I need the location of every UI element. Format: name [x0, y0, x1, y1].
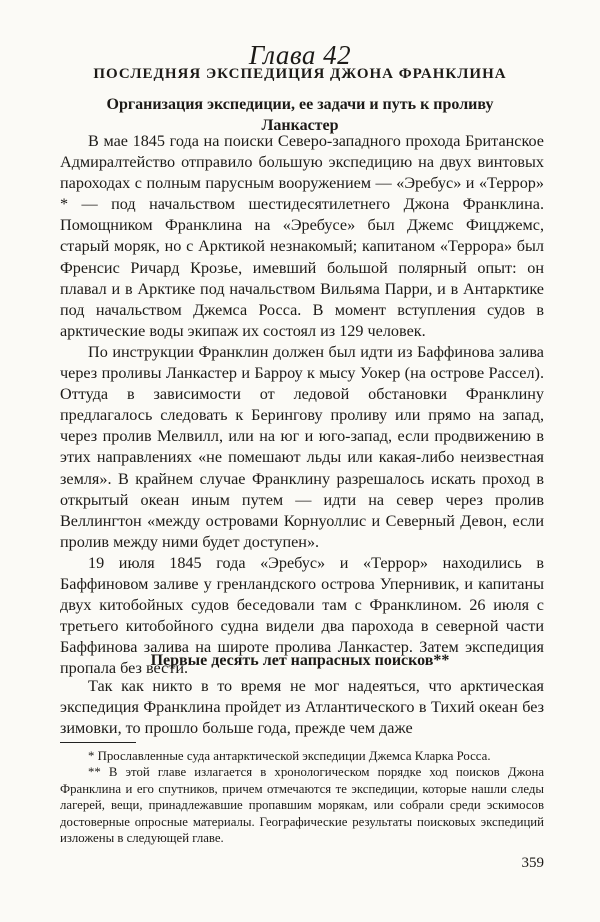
footnote: ** В этой главе излагается в хронологическом порядке ход поисков Джона Франклина и его спутников, причем отмечаются те экспедиции, которые нашли следы лагерей, вещи, принадлежавшие пропавшим морякам, или собрали среди эскимосов достоверные опросные материалы. Географические результаты поисковых экспедиций изложены в следующей главе.	[60, 765, 544, 846]
chapter-title: ПОСЛЕДНЯЯ ЭКСПЕДИЦИЯ ДЖОНА ФРАНКЛИНА	[93, 66, 507, 82]
page-number: 359	[521, 855, 544, 871]
chapter-label: Глава 42	[248, 40, 352, 70]
footnote: * Прославленные суда антарктической экспедиции Джемса Кларка Росса.	[88, 749, 491, 763]
paragraph: Так как никто в то время не мог надеяться, что арктическая экспедиция Франклина пройдет из Атлантического в Тихий океан без зимовки, то прошло больше года, прежде чем даже	[60, 677, 544, 738]
footnote-divider	[60, 742, 136, 743]
section-heading-organization: Организация экспедиции, ее задачи и путь к проливу Ланкастер	[106, 96, 494, 134]
paragraph: В мае 1845 года на поиски Северо-западного прохода Британское Адмиралтейство отправило большую экспедицию на двух винтовых пароходах с полным парусным вооружением — «Эребус» и «Террор» * — под начальством шестидесятилетнего Джона Франклина. Помощником Франклина на «Эребусе» был Джемс Фицджемс, старый моряк, но с Арктикой незнакомый; капитаном «Террора» был Френсис Ричард Крозье, имевший большой полярный опыт: он плавал и в Арктике под начальством Вильяма Парри, и в Антарктике под начальством Джемса Росса. В момент вступления судов в арктические воды экипаж их состоял из 129 человек.	[60, 132, 544, 340]
section-body-organization	[60, 131, 544, 679]
paragraph: 19 июля 1845 года «Эребус» и «Террор» находились в Баффиновом заливе у гренландского острова Упернивик, и капитаны двух китобойных судов беседовали там с Франклином. 26 июля с третьего китобойного судна видели два парохода в северной части Баффинова залива на широте пролива Ланкастер. Затем экспедиция пропала без вести.	[60, 553, 544, 678]
section-body-search	[60, 676, 544, 739]
section-heading-search: Первые десять лет напрасных поисков**	[150, 652, 450, 669]
paragraph: По инструкции Франклин должен был идти из Баффинова залива через проливы Ланкастер и Барроу к мысу Уокер (на острове Рассел). Оттуда в зависимости от ледовой обстановки Франклину предлагалось следовать к Берингову проливу или прямо на запад, через пролив Мелвилл, или на юг и юго-запад, если продвижению в этих направлениях «не помешают льды или какая-либо неизвестная земля». В крайнем случае Франклину разрешалось искать проход в открытый океан иным путем — идти на север через пролив Веллингтон «между островами Корнуоллис и Северный Девон, если пролив между ними будет доступен».	[60, 342, 544, 551]
footnotes	[60, 748, 544, 846]
